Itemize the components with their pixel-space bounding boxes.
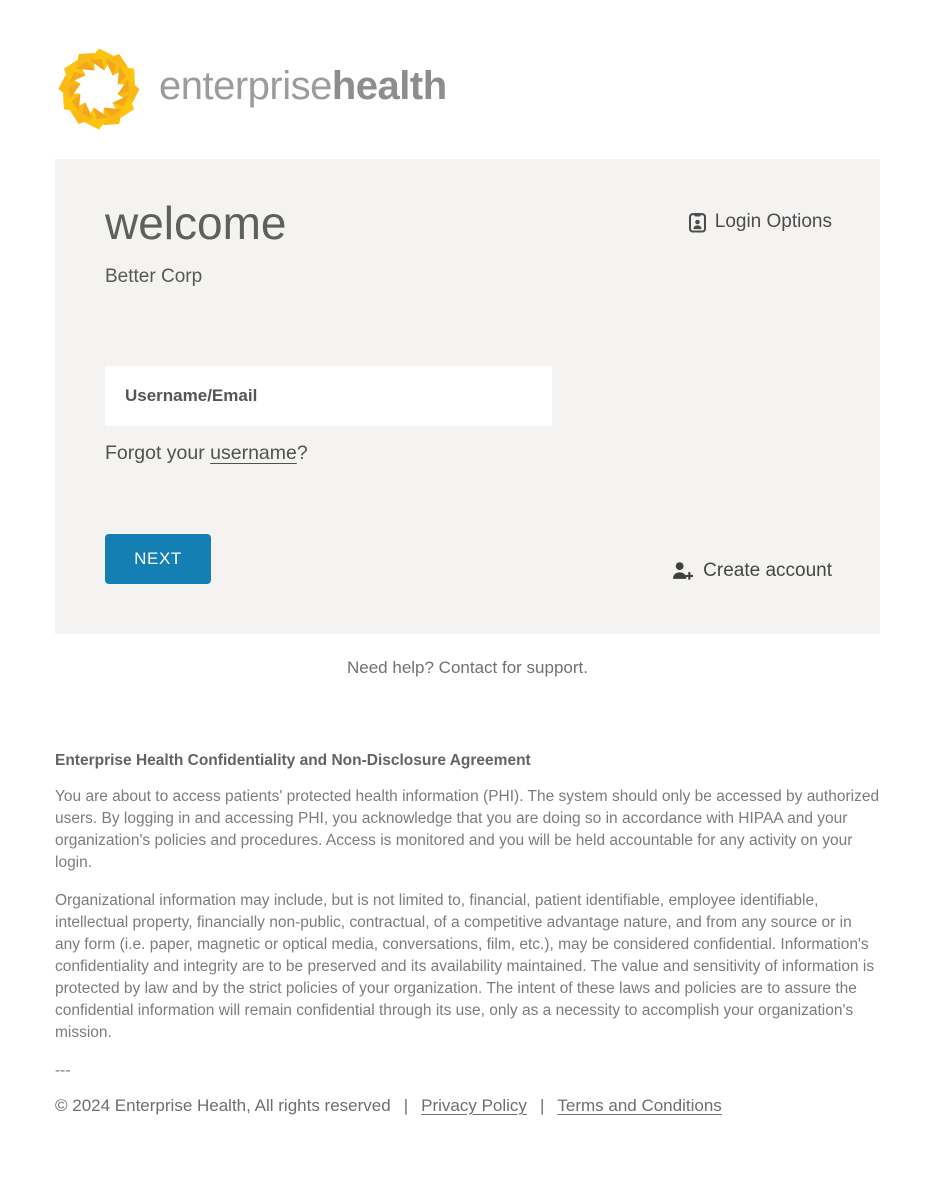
action-row <box>105 534 832 584</box>
login-options-label: Login Options <box>714 211 832 232</box>
privacy-policy-link[interactable]: Privacy Policy <box>421 1095 527 1115</box>
person-add-icon <box>672 561 694 581</box>
id-badge-icon <box>689 212 706 233</box>
terms-and-conditions-link[interactable]: Terms and Conditions <box>557 1095 722 1115</box>
panel-header <box>105 197 832 250</box>
agreement-divider: --- <box>55 1061 71 1079</box>
create-account-button[interactable] <box>672 560 832 582</box>
login-options-button[interactable] <box>689 211 832 233</box>
welcome-title: welcome <box>105 197 287 249</box>
agreement-paragraph: You are about to access patients' protected health information (PHI). The system should only be accessed by authorized users. By logging in and accessing PHI, you acknowledge that you are doing so in accordance with HIPAA and your organization's policies and procedures. Access is monitored and you will be held accountable for any activity on your login. <box>55 787 880 871</box>
create-account-label: Create account <box>703 559 832 581</box>
forgot-username-line <box>105 442 832 465</box>
brand-name-light: enterprise <box>159 64 332 108</box>
login-panel <box>55 159 880 634</box>
footer-separator: | <box>539 1095 545 1115</box>
organization-name: Better Corp <box>105 265 203 287</box>
forgot-suffix: ? <box>296 441 308 464</box>
next-button[interactable]: NEXT <box>105 534 211 584</box>
agreement-section <box>55 750 880 1082</box>
agreement-paragraph: Organizational information may include, but is not limited to, financial, patient identifiable, employee identifiable, intellectual property, financially non-public, contractual, of a competitive advantage nature, and from any source or in any form (i.e. paper, magnetic or optical media, conversations, film, etc.), may be considered confidential. Information's confidentiality and integrity are to be preserved and its availability maintained. The value and sensitivity of information is protected by law and by the strict policies of your organization. The intent of these laws and policies are to assure the confidential information will remain confidential through its use, only as a necessity to accomplish your organization's mission. <box>55 891 875 1041</box>
forgot-prefix: Forgot your <box>105 441 211 464</box>
sunburst-logo-icon <box>55 45 143 133</box>
brand-name-bold: health <box>331 64 447 108</box>
agreement-heading: Enterprise Health Confidentiality and Non-Disclosure Agreement <box>55 751 531 769</box>
footer-separator: | <box>403 1095 409 1115</box>
header <box>0 0 943 133</box>
brand-wordmark <box>159 66 447 112</box>
forgot-username-link[interactable]: username <box>210 441 297 464</box>
username-input[interactable] <box>105 366 552 426</box>
support-text: Need help? Contact for support. <box>347 657 588 677</box>
footer <box>55 1096 880 1116</box>
copyright-text: © 2024 Enterprise Health, All rights reserved <box>55 1095 391 1115</box>
